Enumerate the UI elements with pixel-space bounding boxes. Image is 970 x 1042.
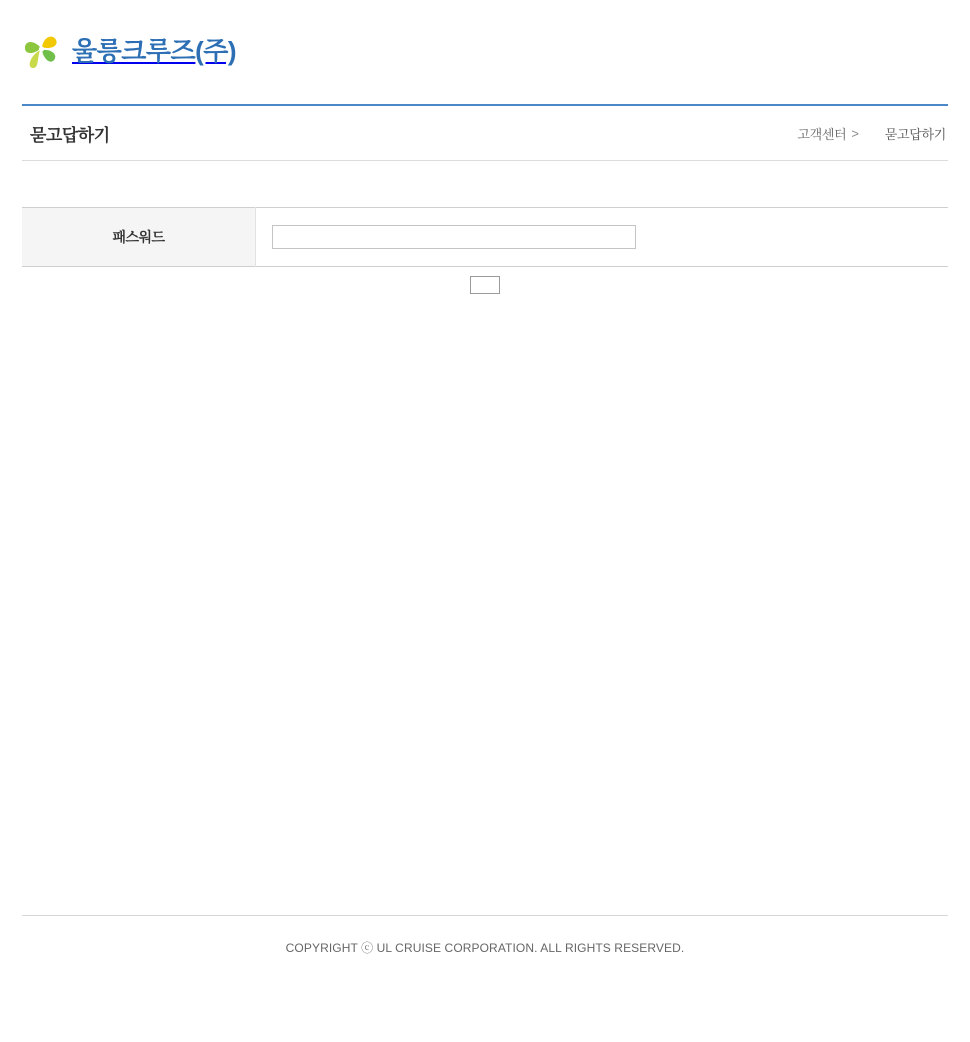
password-label: 패스워드 (22, 208, 256, 267)
copyright-text: COPYRIGHT ⓒ UL CRUISE CORPORATION. ALL RIGHTS RESERVED. (285, 941, 685, 955)
site-header (0, 0, 970, 104)
site-logo-link[interactable] (22, 30, 236, 72)
password-field-cell (256, 208, 949, 267)
page-title: 묻고답하기 (30, 125, 110, 145)
breadcrumb-current: 묻고답하기 (884, 126, 946, 142)
table-row (22, 208, 948, 267)
site-footer (0, 915, 970, 956)
pinwheel-flower-logo-icon (22, 30, 62, 72)
password-table (22, 207, 948, 267)
page-title-bar (22, 104, 948, 161)
logo-text (72, 38, 236, 64)
confirm-button[interactable] (470, 276, 500, 294)
password-input[interactable] (272, 225, 636, 249)
breadcrumb-separator-icon: > (851, 125, 859, 141)
password-form-area (22, 161, 948, 267)
breadcrumb (797, 124, 948, 143)
breadcrumb-parent[interactable]: 고객센터 (797, 126, 847, 142)
logo-text-main: 울릉크루즈 (72, 36, 196, 66)
form-button-row (22, 267, 948, 294)
logo-text-suffix: (주) (195, 36, 237, 66)
